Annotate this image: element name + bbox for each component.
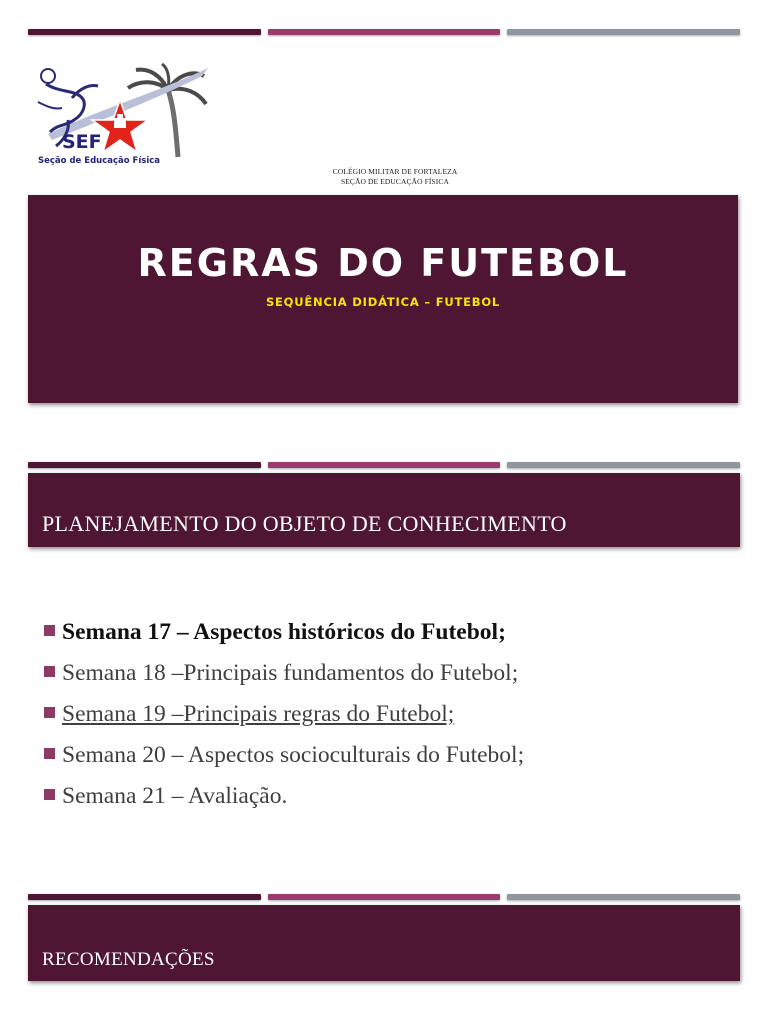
schedule-list: [44, 612, 524, 817]
list-item: [44, 776, 524, 817]
accent-stripe-gray: [507, 462, 740, 468]
accent-stripe-pink: [268, 894, 500, 900]
square-bullet-icon: [44, 707, 55, 718]
logo-caption: Seção de Educação Física: [38, 156, 161, 166]
list-item-label: Semana 18 –Principais fundamentos do Futebol;: [62, 660, 519, 686]
accent-stripe-dark: [28, 894, 261, 900]
page-subtitle: SEQUÊNCIA DIDÁTICA – FUTEBOL: [265, 295, 501, 309]
title-banner: [28, 195, 738, 403]
sef-logo-image: [28, 62, 213, 170]
accent-stripe-pink: [268, 462, 500, 468]
accent-stripe-pink: [268, 29, 500, 35]
square-bullet-icon: [44, 748, 55, 759]
list-item: [44, 694, 524, 735]
accent-stripe-gray: [507, 894, 740, 900]
accent-stripe-gray: [507, 29, 740, 35]
list-item: [44, 735, 524, 776]
school-line-1: COLÉGIO MILITAR DE FORTALEZA: [332, 167, 458, 176]
list-item-label: Semana 17 – Aspectos históricos do Futebol;: [62, 619, 506, 645]
list-item-label: Semana 19 –Principais regras do Futebol;: [62, 701, 455, 727]
school-line-2: SEÇÃO DE EDUCAÇÃO FÍSICA: [340, 177, 450, 186]
square-bullet-icon: [44, 666, 55, 677]
school-name: [290, 167, 500, 187]
logo-text: SEF: [62, 131, 102, 153]
accent-stripe-dark: [28, 29, 261, 35]
recommendations-heading: RECOMENDAÇÕES: [42, 949, 215, 970]
sef-logo: [28, 62, 213, 170]
list-item: [44, 612, 524, 653]
planning-banner: [28, 473, 740, 547]
list-item-label: Semana 20 – Aspectos socioculturais do Futebol;: [62, 742, 525, 768]
accent-stripe-dark: [28, 462, 261, 468]
page-title: REGRAS DO FUTEBOL: [137, 241, 629, 285]
recommendations-banner: [28, 905, 740, 981]
square-bullet-icon: [44, 625, 55, 636]
planning-heading: PLANEJAMENTO DO OBJETO DE CONHECIMENTO: [42, 511, 567, 536]
list-item-label: Semana 21 – Avaliação.: [62, 783, 288, 809]
list-item: [44, 653, 524, 694]
square-bullet-icon: [44, 789, 55, 800]
